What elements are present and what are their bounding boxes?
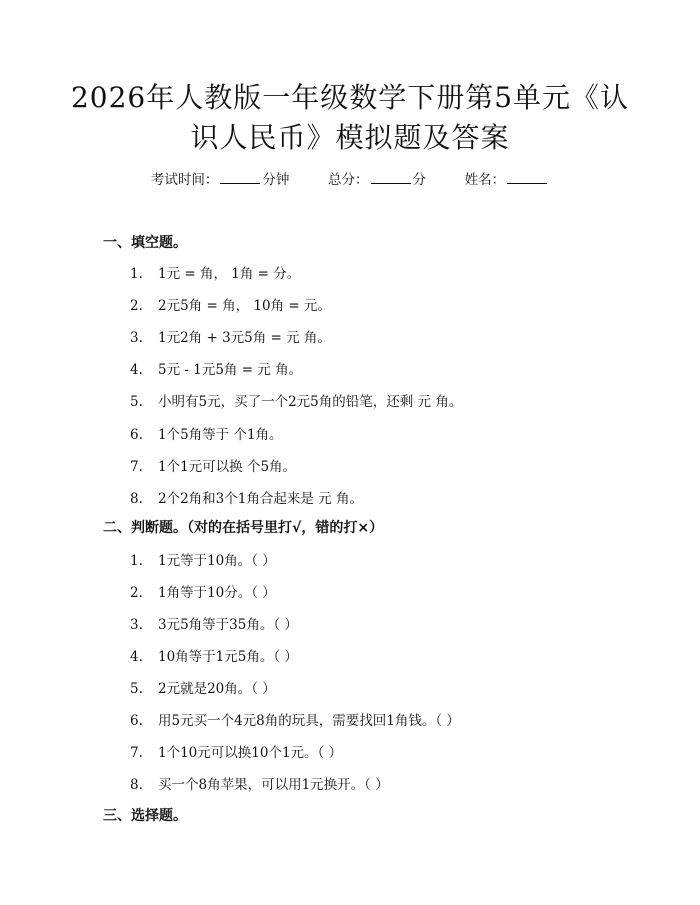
question-text: 10角等于1元5角。（ ）	[158, 649, 298, 665]
question-item	[130, 581, 276, 601]
question-text: 2元就是20角。（ ）	[158, 681, 276, 697]
question-item	[130, 549, 276, 569]
question-text: 2个2角和3个1角合起来是 元 角。	[158, 491, 363, 507]
question-item	[130, 262, 300, 282]
question-number: 5.	[130, 394, 143, 410]
question-item	[130, 455, 296, 475]
question-text: 1个5角等于 个1角。	[158, 427, 283, 443]
question-item	[130, 390, 462, 410]
question-number: 3.	[130, 330, 143, 346]
question-number: 4.	[130, 649, 143, 665]
question-text: 1元 = 角， 1角 = 分。	[158, 266, 301, 282]
document-title	[60, 78, 640, 158]
question-text: 5元 - 1元5角 = 元 角。	[158, 362, 303, 378]
question-item	[130, 358, 302, 378]
question-number: 2.	[130, 585, 143, 601]
question-item	[130, 773, 389, 793]
question-number: 1.	[130, 266, 143, 282]
time-label: 考试时间：	[150, 172, 219, 188]
question-number: 2.	[130, 298, 143, 314]
question-item	[130, 709, 460, 729]
question-text: 2元5角 = 角， 10角 = 元。	[158, 298, 331, 314]
question-number: 8.	[130, 777, 143, 793]
time-blank	[220, 171, 260, 184]
question-number: 4.	[130, 362, 143, 378]
question-number: 7.	[130, 745, 143, 761]
question-item	[130, 423, 283, 443]
question-number: 8.	[130, 491, 143, 507]
title-line-1: 2026年人教版一年级数学下册第5单元《认	[70, 81, 630, 114]
section-heading-true-false: 二、判断题。（对的在括号里打√，错的打×）	[103, 520, 384, 536]
question-item	[130, 741, 342, 761]
question-number: 6.	[130, 713, 143, 729]
title-line-2: 识人民币》模拟题及答案	[190, 121, 510, 154]
question-item	[130, 294, 331, 314]
question-number: 3.	[130, 617, 143, 633]
question-text: 买一个8角苹果，可以用1元换开。（ ）	[158, 777, 389, 793]
question-text: 小明有5元，买了一个2元5角的铅笔，还剩 元 角。	[158, 394, 463, 410]
score-unit: 分	[412, 172, 426, 188]
question-item	[130, 326, 331, 346]
question-number: 1.	[130, 553, 143, 569]
question-number: 6.	[130, 427, 143, 443]
score-blank	[371, 171, 411, 184]
name-label: 姓名：	[464, 172, 506, 188]
question-number: 7.	[130, 459, 143, 475]
question-text: 用5元买一个4元8角的玩具，需要找回1角钱。（ ）	[158, 713, 460, 729]
question-text: 1元等于10角。（ ）	[158, 553, 276, 569]
question-text: 1元2角 + 3元5角 = 元 角。	[158, 330, 331, 346]
question-item	[130, 645, 298, 665]
question-text: 1个10元可以换10个1元。（ ）	[158, 745, 343, 761]
name-blank	[507, 171, 547, 184]
question-text: 3元5角等于35角。（ ）	[158, 617, 298, 633]
question-item	[130, 487, 363, 507]
question-text: 1个1元可以换 个5角。	[158, 459, 297, 475]
section-heading-multiple-choice: 三、选择题。	[103, 808, 187, 824]
question-number: 5.	[130, 681, 143, 697]
section-heading-fill-in: 一、填空题。	[103, 235, 187, 251]
exam-info-line	[0, 168, 700, 188]
score-label: 总分：	[328, 172, 369, 188]
question-item	[130, 613, 298, 633]
question-text: 1角等于10分。（ ）	[158, 585, 276, 601]
question-item	[130, 677, 276, 697]
time-unit: 分钟	[262, 172, 290, 188]
